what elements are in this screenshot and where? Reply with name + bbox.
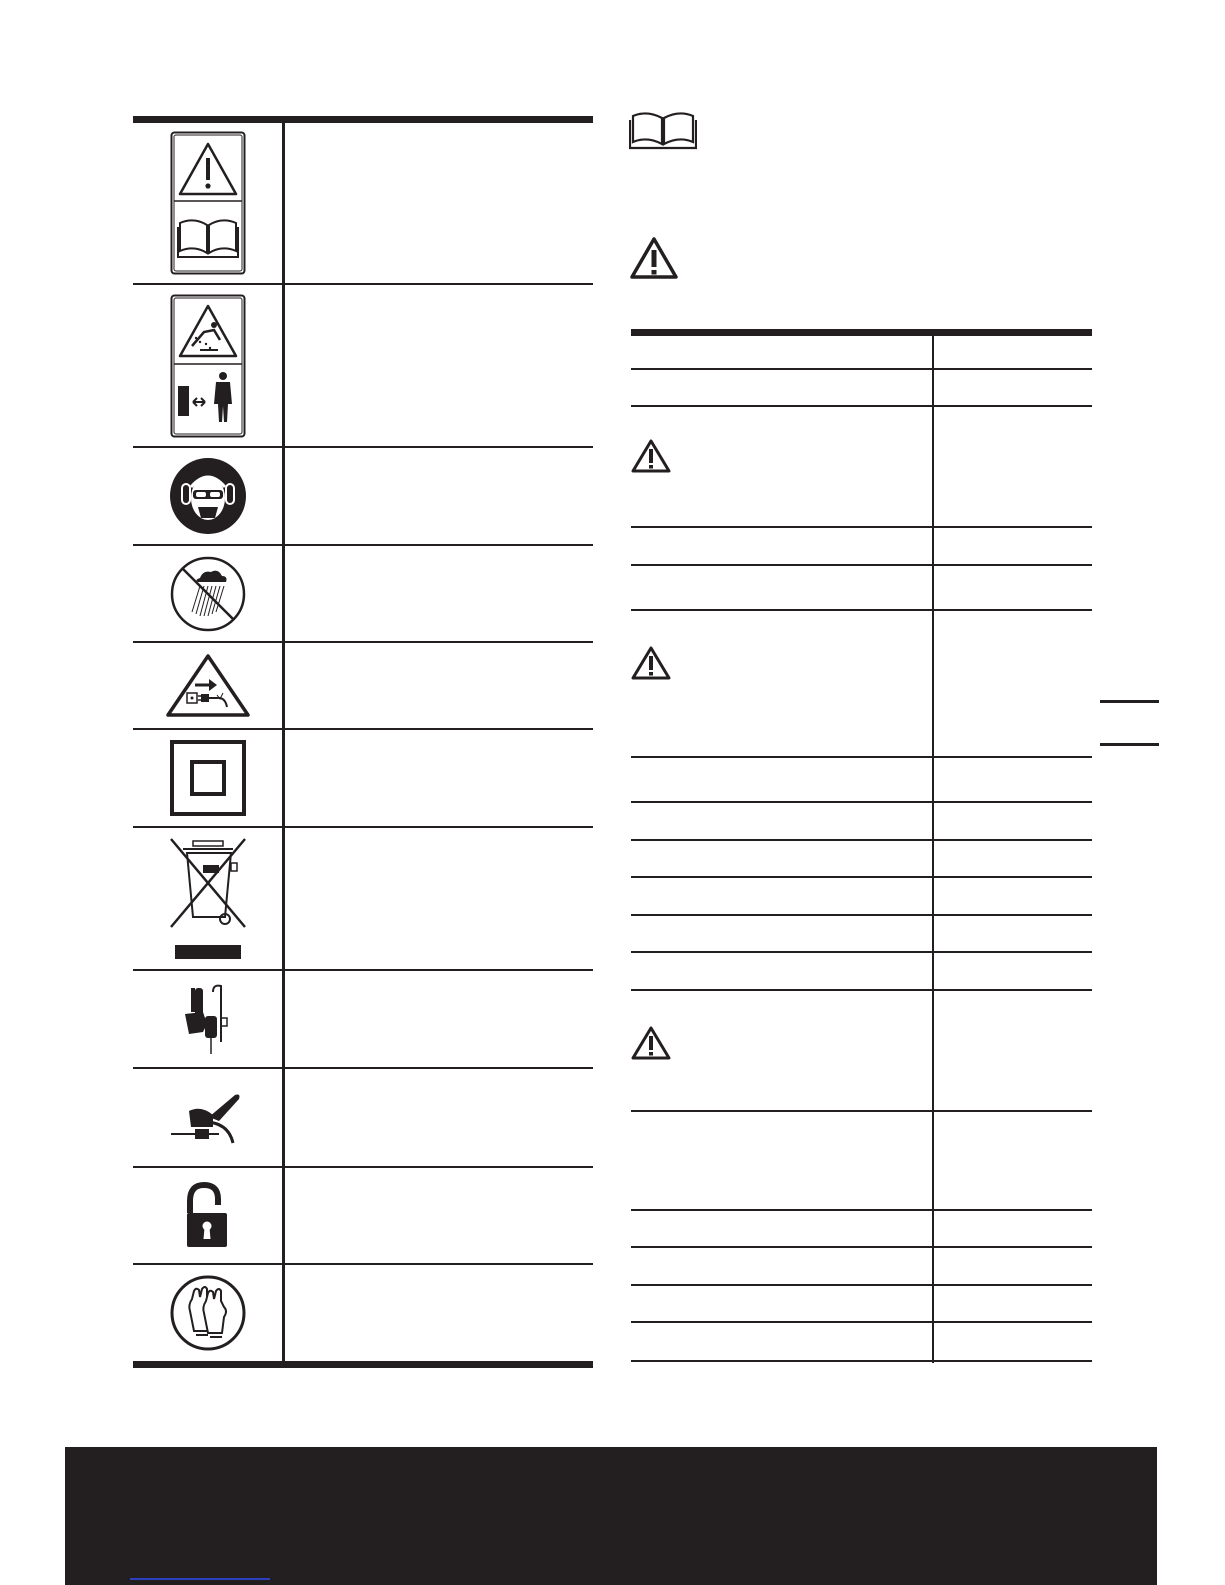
symbol-row-2 — [133, 285, 282, 446]
symbol-row-1 — [133, 123, 282, 283]
footer-link-underline[interactable] — [130, 1578, 270, 1580]
spec-row-rule — [631, 1209, 1092, 1211]
symbol-row-7 — [133, 828, 282, 969]
symbol-row-5 — [133, 643, 282, 728]
spec-row-rule — [631, 609, 1092, 611]
no-rain-icon — [170, 556, 246, 632]
symbol-row-10 — [133, 1168, 282, 1263]
symbol-row-8 — [133, 971, 282, 1067]
footer-band — [65, 1447, 1157, 1585]
spec-row-rule — [631, 1110, 1092, 1112]
spec-row-rule — [631, 914, 1092, 916]
spec-row-rule — [631, 839, 1092, 841]
open-book-icon — [629, 110, 697, 150]
wear-gloves-icon — [170, 1275, 246, 1351]
spec-table-bottom-rule — [631, 1360, 1092, 1362]
spec-row-rule — [631, 1321, 1092, 1323]
weee-crossed-bin-icon — [167, 835, 249, 963]
unlocked-padlock-icon — [183, 1181, 233, 1251]
spec-row-rule — [631, 951, 1092, 953]
thrown-objects-bystanders-distance-icon — [170, 294, 246, 438]
ear-eye-dust-protection-icon — [169, 457, 247, 535]
unplug-damaged-cable-icon — [165, 653, 251, 719]
spec-row-rule — [631, 989, 1092, 991]
hand-grip-trigger-icon — [169, 1087, 247, 1149]
warning-read-manual-icon — [170, 131, 246, 275]
symbol-row-9 — [133, 1069, 282, 1166]
side-tab-rule — [1100, 700, 1159, 703]
symbol-table-divider — [282, 123, 285, 1365]
spec-row-rule — [631, 876, 1092, 878]
spec-row-rule — [631, 526, 1092, 528]
symbol-row-3 — [133, 448, 282, 544]
spec-row-rule — [631, 756, 1092, 758]
spec-row-rule — [631, 1284, 1092, 1286]
warning-triangle-icon — [630, 438, 672, 474]
symbol-row-6 — [133, 730, 282, 826]
warning-triangle-icon — [630, 1025, 672, 1061]
double-insulation-icon — [170, 740, 246, 816]
warning-triangle-icon — [629, 236, 679, 280]
warning-triangle-icon — [630, 645, 672, 681]
spec-row-rule — [631, 368, 1092, 370]
spec-row-rule — [631, 405, 1092, 407]
symbol-table-bottom-rule — [133, 1361, 593, 1368]
side-tab-rule — [1100, 743, 1159, 746]
spec-row-rule — [631, 1246, 1092, 1248]
symbol-row-11 — [133, 1265, 282, 1361]
spec-row-rule — [631, 564, 1092, 566]
two-hand-operation-icon — [183, 982, 233, 1056]
spec-row-rule — [631, 801, 1092, 803]
symbol-row-4 — [133, 546, 282, 641]
symbol-table-top-rule — [133, 116, 593, 123]
spec-table-top-rule — [631, 329, 1092, 336]
